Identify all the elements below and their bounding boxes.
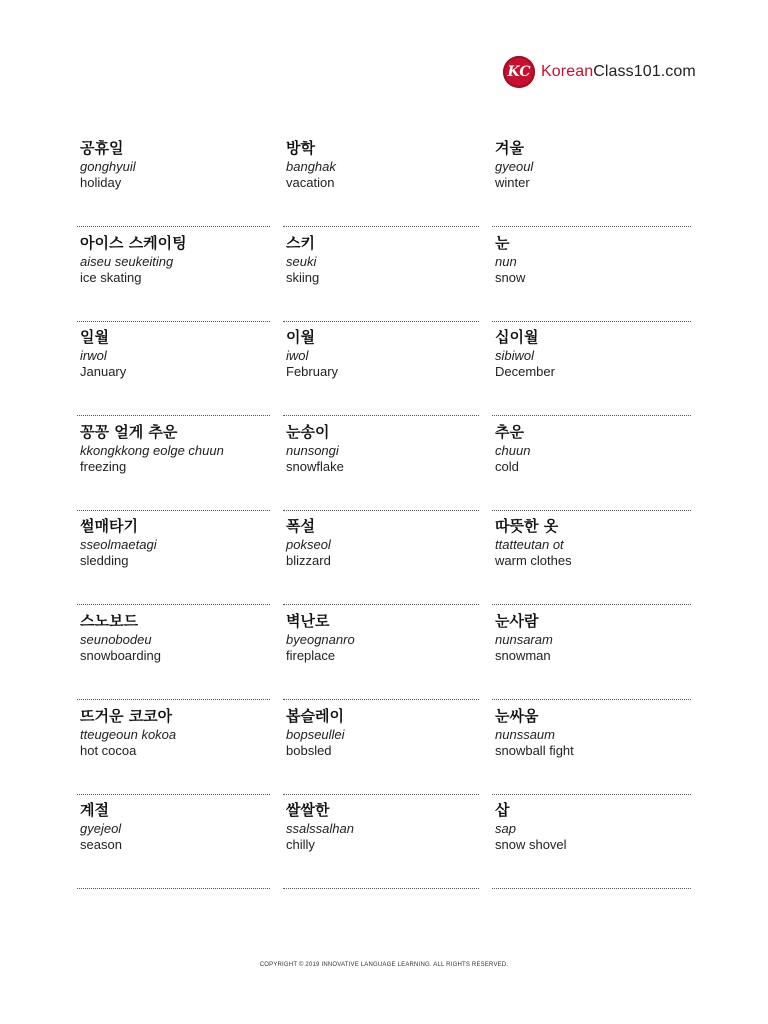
korean-word: 겨울 (495, 139, 524, 157)
romanization: nunssaum (495, 726, 555, 742)
english-meaning: bobsled (286, 742, 332, 758)
english-meaning: January (80, 364, 127, 380)
english-meaning: season (80, 837, 122, 853)
vocab-entry (286, 139, 478, 191)
english-meaning: cold (495, 458, 519, 474)
korean-word: 추운 (495, 422, 524, 441)
romanization: sibiwol (495, 348, 535, 364)
brand-name-red: Korean (541, 63, 594, 80)
korean-word: 뜨거운 코코아 (80, 706, 173, 725)
romanization: byeognanro (286, 632, 355, 647)
english-meaning: snow shovel (495, 837, 567, 853)
romanization: chuun (495, 442, 531, 458)
vocab-entry (495, 139, 687, 191)
korean-word: 십이월 (495, 328, 539, 347)
dotted-divider (492, 321, 691, 322)
dotted-divider (77, 699, 270, 700)
brand-mark-icon: KC (503, 56, 535, 88)
vocab-entry (80, 707, 272, 759)
romanization: nunsaram (495, 632, 553, 647)
vocab-entry (495, 423, 687, 475)
english-meaning: snowboarding (80, 648, 161, 663)
korean-word: 계절 (80, 801, 109, 820)
vocab-entry (286, 234, 478, 286)
korean-word: 눈 (495, 233, 510, 252)
romanization: iwol (286, 348, 309, 364)
english-meaning: December (495, 364, 555, 380)
vocab-entry (495, 707, 687, 759)
vocab-entry (495, 234, 687, 286)
dotted-divider (492, 415, 691, 416)
english-meaning: snowball fight (495, 742, 574, 758)
english-meaning: fireplace (286, 648, 336, 663)
dotted-divider (77, 604, 270, 605)
dotted-divider (283, 226, 479, 227)
korean-word: 일월 (80, 328, 109, 347)
vocab-entry (286, 517, 478, 569)
dotted-divider (283, 604, 479, 605)
romanization: gonghyuil (80, 159, 136, 174)
english-meaning: ice skating (80, 269, 142, 285)
dotted-divider (283, 321, 479, 322)
romanization: tteugeoun kokoa (80, 726, 177, 742)
korean-word: 방학 (286, 139, 315, 157)
vocab-entry (80, 139, 272, 191)
dotted-divider (283, 699, 479, 700)
korean-word: 쌀쌀한 (286, 801, 330, 820)
vocab-entry (495, 612, 687, 664)
romanization: sseolmaetagi (80, 537, 157, 553)
vocab-entry (286, 707, 478, 759)
dotted-divider (283, 794, 479, 795)
dotted-divider (77, 794, 270, 795)
romanization: irwol (80, 348, 107, 364)
english-meaning: vacation (286, 175, 335, 190)
vocab-entry (80, 234, 272, 286)
dotted-divider (77, 510, 270, 511)
copyright-footer: COPYRIGHT © 2019 INNOVATIVE LANGUAGE LEARNING. ALL RIGHTS RESERVED. (259, 962, 509, 968)
romanization: nunsongi (286, 442, 339, 458)
english-meaning: holiday (80, 175, 122, 190)
vocab-entry (80, 801, 272, 853)
vocab-entry (286, 612, 478, 664)
romanization: gyeoul (495, 159, 534, 174)
romanization: kkongkkong eolge chuun (80, 442, 224, 458)
romanization: nun (495, 253, 517, 269)
dotted-divider (77, 321, 270, 322)
vocab-entry (286, 801, 478, 853)
english-meaning: snow (495, 269, 526, 285)
romanization: aiseu seukeiting (80, 253, 174, 269)
romanization: sap (495, 821, 516, 837)
english-meaning: warm clothes (495, 553, 572, 569)
dotted-divider (283, 888, 479, 889)
english-meaning: winter (495, 175, 530, 190)
korean-word: 아이스 스케이팅 (80, 233, 187, 252)
dotted-divider (492, 226, 691, 227)
romanization: gyejeol (80, 821, 122, 837)
korean-word: 폭설 (286, 517, 315, 536)
dotted-divider (283, 510, 479, 511)
korean-word: 스키 (286, 233, 315, 252)
vocab-entry (495, 801, 687, 853)
dotted-divider (492, 699, 691, 700)
korean-word: 봅슬레이 (286, 706, 344, 725)
dotted-divider (77, 226, 270, 227)
romanization: pokseol (286, 537, 331, 553)
english-meaning: snowman (495, 648, 551, 663)
dotted-divider (77, 888, 270, 889)
english-meaning: hot cocoa (80, 742, 137, 758)
romanization: banghak (286, 159, 336, 174)
english-meaning: chilly (286, 837, 315, 853)
vocab-entry (286, 423, 478, 475)
korean-word: 눈송이 (286, 422, 330, 441)
english-meaning: February (286, 364, 339, 380)
dotted-divider (492, 888, 691, 889)
korean-word: 눈싸움 (495, 706, 539, 725)
english-meaning: freezing (80, 458, 127, 474)
dotted-divider (77, 415, 270, 416)
romanization: ttatteutan ot (495, 537, 564, 553)
vocab-entry (495, 517, 687, 569)
korean-word: 이월 (286, 328, 315, 347)
romanization: seunobodeu (80, 632, 152, 647)
english-meaning: sledding (80, 553, 129, 569)
korean-word: 스노보드 (80, 612, 138, 630)
romanization: ssalssalhan (286, 821, 354, 837)
korean-word: 삽 (495, 801, 510, 820)
korean-word: 눈사람 (495, 612, 539, 630)
vocab-entry (286, 328, 478, 380)
korean-word: 벽난로 (286, 612, 330, 630)
korean-word: 공휴일 (80, 139, 124, 157)
dotted-divider (492, 510, 691, 511)
english-meaning: blizzard (286, 553, 331, 569)
vocab-entry (80, 612, 272, 664)
vocab-entry (80, 423, 272, 475)
dotted-divider (492, 794, 691, 795)
korean-word: 따뜻한 옷 (495, 517, 559, 536)
vocab-entry (80, 328, 272, 380)
dotted-divider (283, 415, 479, 416)
korean-word: 꽁꽁 얼게 추운 (80, 422, 178, 441)
brand-name-rest: Class101.com (593, 63, 696, 80)
english-meaning: snowflake (286, 458, 344, 474)
vocab-entry (80, 517, 272, 569)
romanization: seuki (286, 253, 317, 269)
english-meaning: skiing (286, 269, 320, 285)
dotted-divider (492, 604, 691, 605)
romanization: bopseullei (286, 726, 345, 742)
korean-word: 썰매타기 (80, 517, 138, 536)
vocab-entry (495, 328, 687, 380)
